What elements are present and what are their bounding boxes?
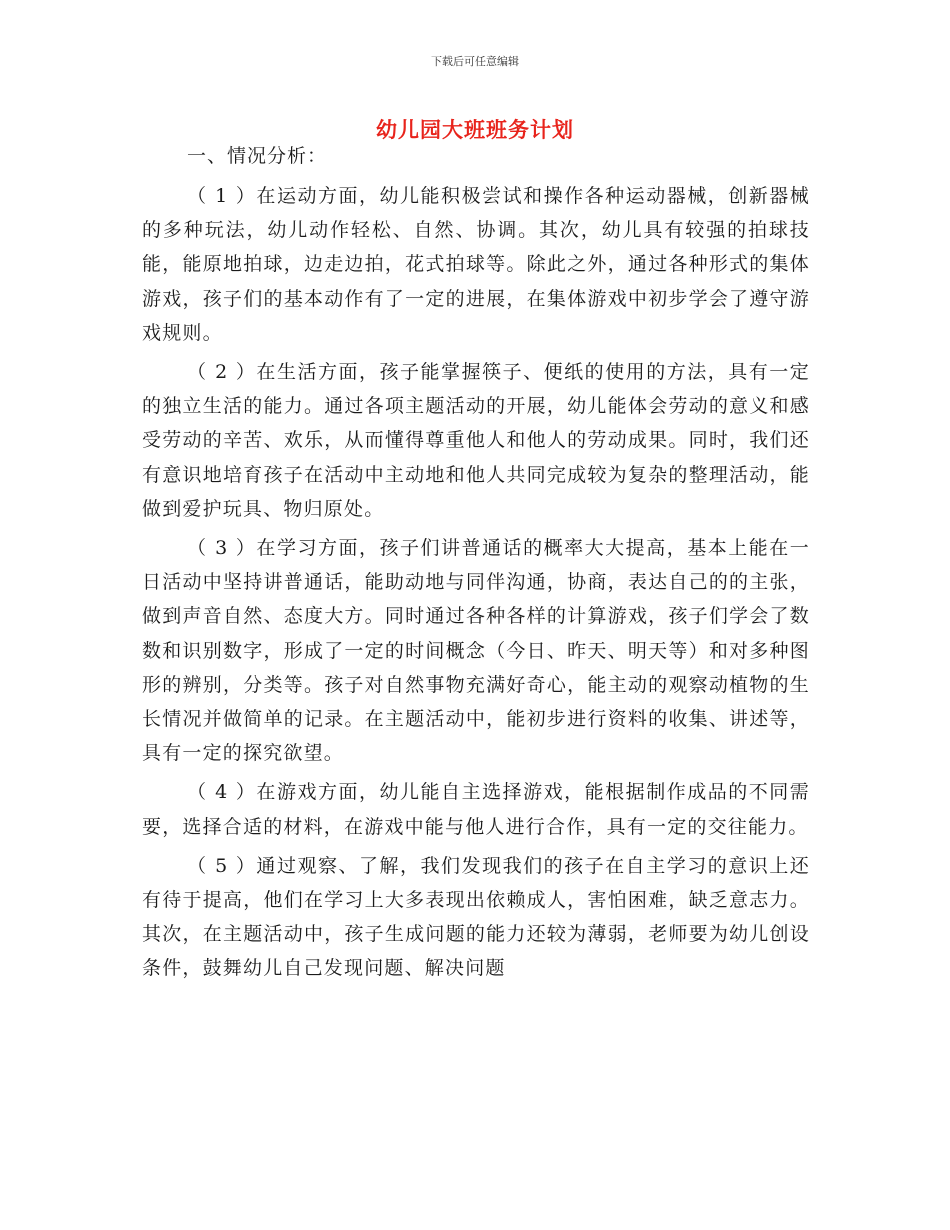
paragraph-life: （ 2 ）在生活方面，孩子能掌握筷子、便纸的使用的方法，具有一定的独立生活的能力。通过各项主题活动的开展，幼儿能体会劳动的意义和感受劳动的辛苦、欢乐，从而懂得尊重他人和他人的劳动成果。同时，我们还有意识地培育孩子在活动中主动地和他人共同完成较为复杂的整理活动，能做到爱护玩具、物归原处。: [142, 361, 810, 520]
paragraph-observation: （ 5 ）通过观察、了解，我们发现我们的孩子在自主学习的意识上还有待于提高，他们在学习上大多表现出依赖成人，害怕困难，缺乏意志力。其次，在主题活动中，孩子生成问题的能力还较为薄弱，老师要为幼儿创设条件，鼓舞幼儿自己发现问题、解决问题: [142, 854, 810, 980]
paragraph-games: （ 4 ）在游戏方面，幼儿能自主选择游戏，能根据制作成品的不同需要，选择合适的材料，在游戏中能与他人进行合作，具有一定的交往能力。: [142, 781, 810, 838]
section-heading: 一、情况分析：: [187, 145, 328, 167]
header-note: 下载后可任意编辑: [431, 55, 519, 68]
document-body: [142, 141, 810, 991]
paragraph-learning: （ 3 ）在学习方面，孩子们讲普通话的概率大大提高，基本上能在一日活动中坚持讲普通话，能助动地与同伴沟通，协商，表达自己的的主张，做到声音自然、态度大方。同时通过各种各样的计算游戏，孩子们学会了数数和识别数字，形成了一定的时间概念（今日、昨天、明天等）和对多种图形的辨别，分类等。孩子对自然事物充满好奇心，能主动的观察动植物的生长情况并做简单的记录。在主题活动中，能初步进行资料的收集、讲述等，具有一定的探究欲望。: [142, 537, 810, 765]
document-title: 幼儿园大班班务计划: [376, 118, 574, 142]
paragraph-sports: （ 1 ）在运动方面，幼儿能积极尝试和操作各种运动器械，创新器械的多种玩法，幼儿动作轻松、自然、协调。其次，幼儿具有较强的拍球技能，能原地拍球，边走边拍，花式拍球等。除此之外，通过各种形式的集体游戏，孩子们的基本动作有了一定的进展，在集体游戏中初步学会了遵守游戏规则。: [142, 185, 810, 344]
